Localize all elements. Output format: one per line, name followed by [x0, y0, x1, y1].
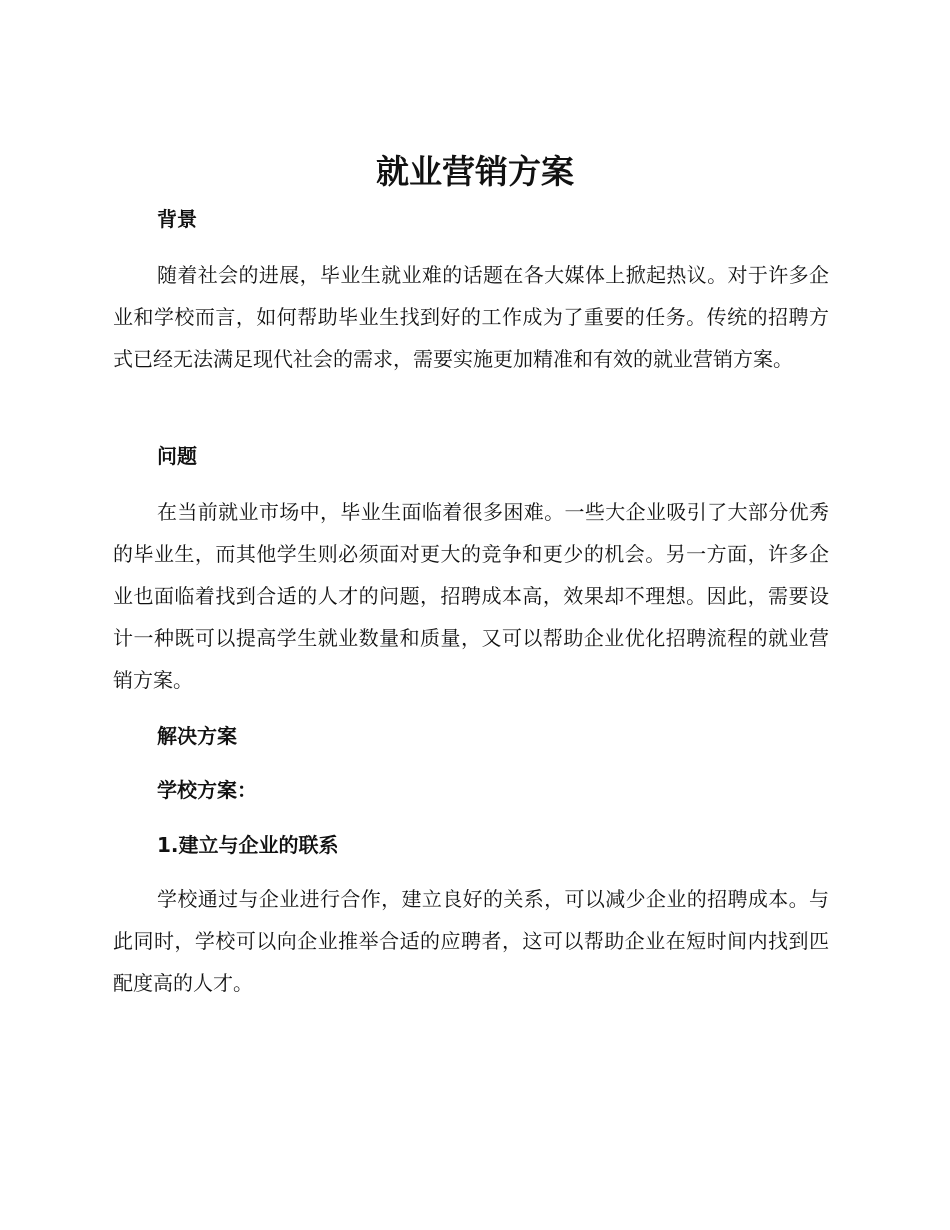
- subheading-school-plan: 学校方案：: [157, 778, 257, 802]
- background-paragraph: 随着社会的进展，毕业生就业难的话题在各大媒体上掀起热议。对于许多企业和学校而言，如何帮助毕业生找到好的工作成为了重要的任务。传统的招聘方式已经无法满足现代社会的需求，需要实施更加精准和有效的就业营销方案。: [113, 263, 829, 371]
- problem-paragraph: 在当前就业市场中，毕业生面临着很多困难。一些大企业吸引了大部分优秀的毕业生，而其他学生则必须面对更大的竞争和更少的机会。另一方面，许多企业也面临着找到合适的人才的问题，招聘成本高，效果却不理想。因此，需要设计一种既可以提高学生就业数量和质量，又可以帮助企业优化招聘流程的就业营销方案。: [113, 500, 829, 692]
- subheading-item-1: 1.建立与企业的联系: [157, 833, 339, 857]
- section-heading-background: 背景: [157, 207, 197, 231]
- section-heading-problem: 问题: [157, 444, 197, 468]
- section-heading-solution: 解决方案: [157, 724, 237, 748]
- item-1-paragraph: 学校通过与企业进行合作，建立良好的关系，可以减少企业的招聘成本。与此同时，学校可以向企业推举合适的应聘者，这可以帮助企业在短时间内找到匹配度高的人才。: [113, 887, 829, 995]
- document-title: 就业营销方案: [376, 152, 574, 191]
